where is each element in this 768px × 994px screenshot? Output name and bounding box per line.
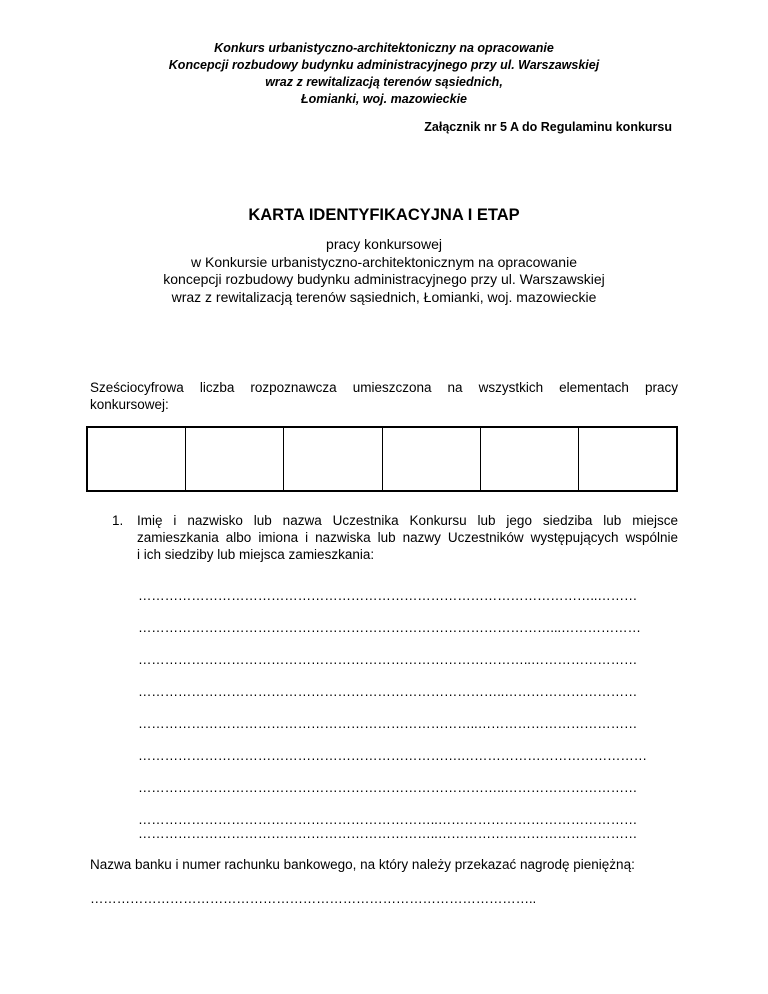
digit-box[interactable] bbox=[284, 428, 382, 490]
header-line: Konkurs urbanistyczno-architektoniczny na opracowanie bbox=[214, 41, 554, 55]
fill-in-line[interactable]: …………………………………………………………………………………………..……… bbox=[138, 588, 638, 603]
intro-line: Sześciocyfrowa liczba rozpoznawcza umieszczona na wszystkich elementach pracy bbox=[90, 380, 678, 395]
fill-in-line[interactable]: …………………………………………………………………………………...……………… bbox=[138, 620, 641, 635]
document-header bbox=[0, 40, 768, 108]
item-text bbox=[137, 512, 678, 563]
item-line: Imię i nazwisko lub nazwa Uczestnika Konkursu lub jego siedziba lub miejsce bbox=[137, 513, 678, 528]
subtitle-line: koncepcji rozbudowy budynku administracyjnego przy ul. Warszawskiej bbox=[163, 271, 605, 287]
digit-box[interactable] bbox=[88, 428, 186, 490]
page-title: KARTA IDENTYFIKACYJNA I ETAP bbox=[248, 206, 520, 224]
bank-account-label: Nazwa banku i numer rachunku bankowego, na który należy przekazać nagrodę pieniężną: bbox=[90, 857, 635, 872]
header-line: wraz z rewitalizacją terenów sąsiednich, bbox=[265, 75, 503, 89]
fill-in-line[interactable]: ……………………………………………………………………………..…………………… bbox=[138, 652, 638, 667]
identification-number-instructions bbox=[90, 379, 678, 413]
fill-in-line[interactable]: ………………………………………………………………………..………………………… bbox=[138, 780, 638, 795]
subtitle-line: pracy konkursowej bbox=[326, 236, 442, 252]
digit-box[interactable] bbox=[481, 428, 579, 490]
attachment-label: Załącznik nr 5 A do Regulaminu konkursu bbox=[424, 120, 672, 134]
header-line: Łomianki, woj. mazowieckie bbox=[300, 92, 468, 106]
subtitle-line: w Konkursie urbanistyczno-architektonicznym na opracowanie bbox=[191, 253, 577, 270]
digit-box[interactable] bbox=[579, 428, 676, 490]
fill-in-line[interactable]: …………………………………………………………..……………………………………… bbox=[138, 812, 638, 827]
page-subtitle bbox=[0, 236, 768, 306]
identification-number-boxes bbox=[86, 426, 678, 492]
intro-line: konkursowej: bbox=[90, 397, 169, 412]
fill-in-line[interactable]: …………………………………………………………………..……………………………… bbox=[138, 716, 638, 731]
item-line: zamieszkania albo imiona i nazwiska lub nazwy Uczestników występujących wspólnie bbox=[137, 530, 678, 545]
item-number: 1. bbox=[112, 513, 124, 528]
digit-box[interactable] bbox=[383, 428, 481, 490]
fill-in-line[interactable]: ……………………………………………………………….…………………………………… bbox=[138, 748, 647, 763]
digit-box[interactable] bbox=[186, 428, 284, 490]
subtitle-line: wraz z rewitalizacją terenów sąsiednich, Łomianki, woj. mazowieckie bbox=[171, 288, 597, 305]
fill-in-line[interactable]: ………………………………………………………………………..………………………… bbox=[138, 684, 638, 699]
bank-account-fill-in-line[interactable]: ……………………………………………………………………………………….. bbox=[90, 891, 537, 906]
fill-in-line[interactable]: …………………………………………………………..……………………………………… bbox=[138, 826, 638, 841]
header-line: Koncepcji rozbudowy budynku administracyjnego przy ul. Warszawskiej bbox=[168, 58, 600, 72]
item-line: i ich siedziby lub miejsca zamieszkania: bbox=[137, 547, 375, 562]
